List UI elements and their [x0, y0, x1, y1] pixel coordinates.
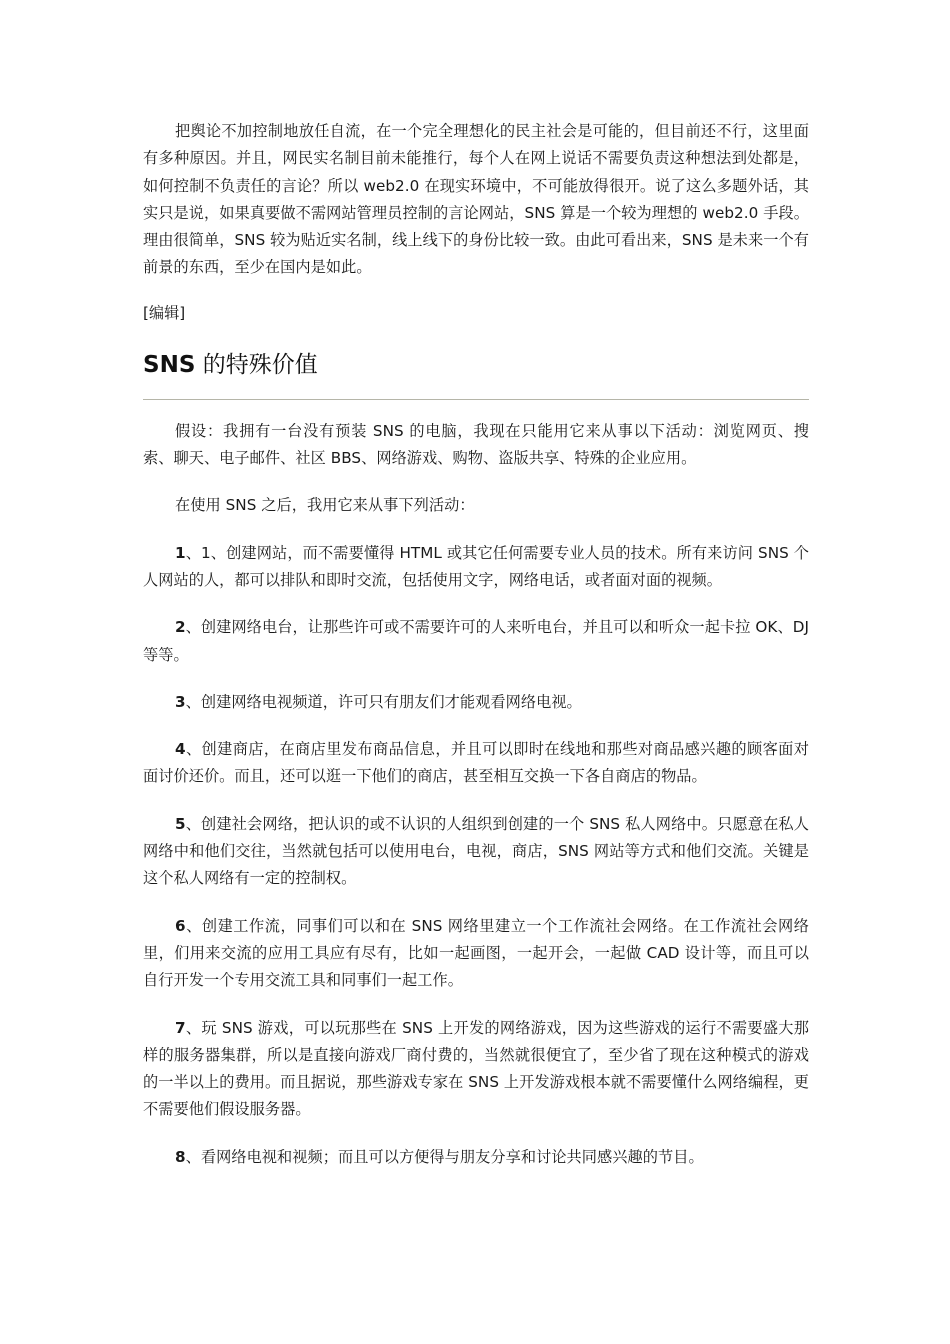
list-item [143, 811, 809, 893]
list-item [143, 913, 809, 995]
list-item [143, 614, 809, 669]
list-item-text: 、创建商店，在商店里发布商品信息，并且可以即时在线地和那些对商品感兴趣的顾客面对面讨价还价。而且，还可以逛一下他们的商店，甚至相互交换一下各自商店的物品。 [143, 740, 809, 786]
list-item-number: 4 [175, 740, 186, 759]
document-page [143, 118, 809, 1191]
list-item-number: 8 [175, 1147, 186, 1166]
list-item-text: 、玩 SNS 游戏，可以玩那些在 SNS 上开发的网络游戏，因为这些游戏的运行不需要盛大那样的服务器集群，所以是直接向游戏厂商付费的，当然就很便宜了，至少省了现在这种模式的游戏的一半以上的费用。而且据说，那些游戏专家在 SNS 上开发游戏根本就不需要懂什么网络编程，更不需要他们假设服务器。 [143, 1018, 809, 1119]
list-item-text: 、创建网络电视频道，许可只有朋友们才能观看网络电视。 [185, 692, 582, 711]
list-item-text: 、看网络电视和视频；而且可以方便得与朋友分享和讨论共同感兴趣的节目。 [185, 1147, 704, 1166]
list-item [143, 1015, 809, 1124]
list-item-text: 、创建工作流，同事们可以和在 SNS 网络里建立一个工作流社会网络。在工作流社会网络里，们用来交流的应用工具应有尽有，比如一起画图，一起开会，一起做 CAD 设计等，而且可以自行开发一个专用交流工具和同事们一起工作。 [143, 916, 809, 990]
after-paragraph: 在使用 SNS 之后，我用它来从事下列活动： [175, 496, 475, 515]
list-item-text: 、1、创建网站，而不需要懂得 HTML 或其它任何需要专业人员的技术。所有来访问 SNS 个人网站的人，都可以排队和即时交流，包括使用文字，网络电话，或者面对面的视频。 [143, 543, 809, 589]
list-item-number: 1 [175, 543, 186, 562]
list-item [143, 540, 809, 595]
list-item-number: 5 [175, 814, 186, 833]
list-item-number: 2 [175, 618, 186, 637]
intro-paragraph: 把舆论不加控制地放任自流，在一个完全理想化的民主社会是可能的，但目前还不行，这里面有多种原因。并且，网民实名制目前未能推行，每个人在网上说话不需要负责这种想法到处都是，如何控制不负责任的言论？所以 web2.0 在现实环境中，不可能放得很开。说了这么多题外话，其实只是说，如果真要做不需网站管理员控制的言论网站，SNS 算是一个较为理想的 web2.0 手段。理由很简单，SNS 较为贴近实名制，线上线下的身份比较一致。由此可看出来，SNS 是未来一个有前景的东西，至少在国内是如此。 [143, 122, 809, 277]
list-item [143, 1144, 809, 1171]
section-divider [143, 399, 809, 400]
list-item-text: 、创建网络电台，让那些许可或不需要许可的人来听电台，并且可以和听众一起卡拉 OK、DJ 等等。 [143, 618, 809, 664]
section-title [143, 347, 809, 383]
edit-link[interactable]: [编辑] [143, 303, 186, 322]
list-item-text: 、创建社会网络，把认识的或不认识的人组织到创建的一个 SNS 私人网络中。只愿意在私人网络中和他们交往，当然就包括可以使用电台，电视，商店，SNS 网站等方式和他们交流。关键是这个私人网络有一定的控制权。 [143, 814, 809, 888]
list-item-number: 3 [175, 692, 186, 711]
assumption-paragraph: 假设：我拥有一台没有预装 SNS 的电脑，我现在只能用它来从事以下活动：浏览网页、搜索、聊天、电子邮件、社区 BBS、网络游戏、购物、盗版共享、特殊的企业应用。 [143, 421, 809, 468]
section-title-suffix: 的特殊价值 [195, 351, 318, 378]
list-item [143, 689, 809, 716]
list-item [143, 736, 809, 791]
list-item-number: 6 [175, 916, 186, 935]
list-item-number: 7 [175, 1018, 186, 1037]
section-title-prefix: SNS [143, 351, 196, 378]
